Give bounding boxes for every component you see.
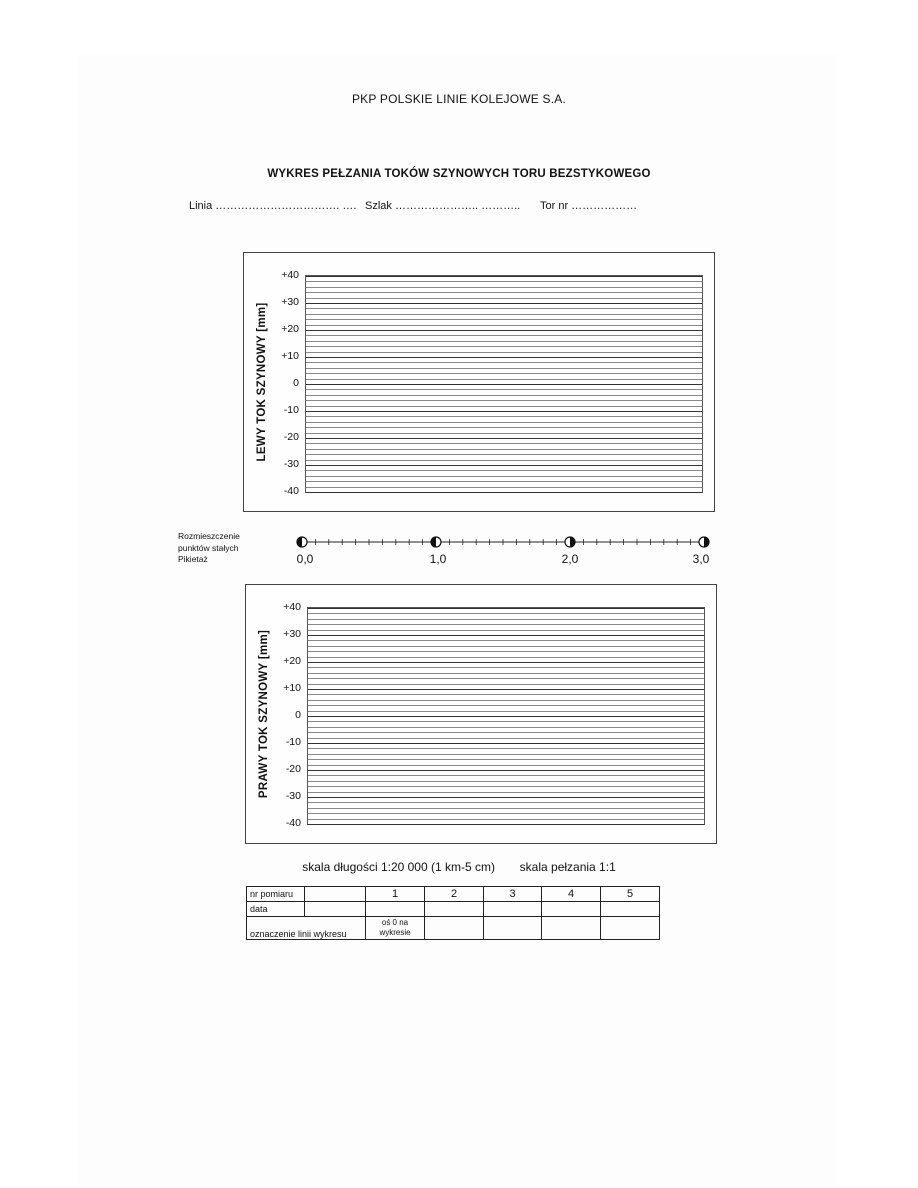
grid-line [306, 287, 702, 288]
grid-line [308, 684, 704, 685]
km-label: 1,0 [429, 552, 447, 566]
document-title: WYKRES PEŁZANIA TOKÓW SZYNOWYCH TORU BEZSTYKOWEGO [267, 168, 651, 180]
grid-line [306, 443, 702, 444]
grid-line [308, 781, 704, 782]
grid-line [306, 362, 702, 363]
grid-line [308, 721, 704, 722]
grid-line [308, 619, 704, 620]
grid-line [308, 678, 704, 679]
grid-line [308, 792, 704, 793]
table-cell[interactable] [601, 917, 660, 940]
grid-line [306, 406, 702, 407]
fixed-point-marker [297, 537, 307, 547]
grid-line [308, 711, 704, 712]
grid-line [308, 765, 704, 766]
y-tick-label: 0 [293, 377, 299, 389]
grid-line [308, 819, 704, 820]
grid-line [306, 368, 702, 369]
fixed-point-marker [431, 537, 441, 547]
y-tick-label: +20 [281, 323, 299, 335]
grid-line [308, 754, 704, 755]
right-rail-grid [307, 607, 705, 825]
length-scale: skala długości 1:20 000 (1 km-5 cm) [302, 860, 495, 874]
grid-line [308, 813, 704, 814]
grid-line [308, 640, 704, 641]
grid-line [308, 738, 704, 739]
y-tick-label: -30 [283, 458, 299, 470]
grid-line [308, 613, 704, 614]
grid-line [306, 346, 702, 347]
grid-line [308, 808, 704, 809]
grid-line [308, 727, 704, 728]
grid-line [308, 630, 704, 631]
grid-line [306, 492, 702, 493]
grid-line [306, 449, 702, 450]
y-tick-label: -40 [283, 485, 299, 497]
grid-line [306, 454, 702, 455]
grid-line [308, 657, 704, 658]
grid-line [306, 303, 702, 304]
grid-line [308, 802, 704, 803]
organization-header: PKP POLSKIE LINIE KOLEJOWE S.A. [351, 92, 567, 106]
km-label: 3,0 [692, 552, 710, 566]
grid-line [306, 465, 702, 466]
picket-label-line: punktów stałych [178, 542, 239, 553]
measurement-number: 4 [542, 887, 601, 902]
grid-line [308, 824, 704, 825]
measurement-table [246, 886, 660, 940]
y-tick-label: +40 [283, 601, 301, 613]
table-cell[interactable] [425, 902, 484, 917]
field-tor: Tor nr ……………… [540, 200, 638, 212]
table-cell[interactable] [542, 902, 601, 917]
table-row-label: oznaczenie linii wykresu [247, 917, 366, 940]
grid-line [308, 786, 704, 787]
grid-line [308, 662, 704, 663]
picket-legend [178, 531, 278, 566]
grid-line [306, 400, 702, 401]
field-szlak: Szlak ………………….. ……….. [365, 200, 521, 212]
grid-line [306, 379, 702, 380]
fixed-point-marker [699, 537, 709, 547]
table-row-label: data [247, 902, 305, 917]
scale-line [0, 860, 918, 874]
grid-line [306, 373, 702, 374]
grid-line [308, 694, 704, 695]
table-row-label: nr pomiaru [247, 887, 305, 902]
grid-line [306, 276, 702, 277]
table-row [247, 887, 660, 902]
y-tick-label: -40 [285, 817, 301, 829]
grid-line [306, 325, 702, 326]
grid-line [306, 384, 702, 385]
grid-line [306, 292, 702, 293]
y-tick-label: +10 [281, 350, 299, 362]
grid-line [306, 352, 702, 353]
measurement-number: 2 [425, 887, 484, 902]
table-cell[interactable] [366, 902, 425, 917]
y-tick-label: +30 [281, 296, 299, 308]
grid-line [306, 341, 702, 342]
y-tick-label: +10 [283, 682, 301, 694]
y-tick-label: -20 [285, 763, 301, 775]
y-tick-label: +30 [283, 628, 301, 640]
grid-line [308, 700, 704, 701]
table-cell[interactable] [305, 887, 366, 902]
table-cell[interactable] [425, 917, 484, 940]
y-tick-label: -30 [285, 790, 301, 802]
grid-line [306, 460, 702, 461]
grid-line [306, 395, 702, 396]
y-tick-label: -10 [283, 404, 299, 416]
table-cell[interactable] [484, 902, 542, 917]
grid-line [306, 433, 702, 434]
grid-line [308, 770, 704, 771]
right-rail-chart-panel [245, 584, 717, 844]
y-tick-label: -20 [283, 431, 299, 443]
grid-line [308, 635, 704, 636]
left-rail-grid [305, 275, 703, 493]
table-row [247, 902, 660, 917]
grid-line [308, 608, 704, 609]
grid-line [306, 319, 702, 320]
left-rail-y-axis-label: LEWY TOK SZYNOWY [mm] [256, 302, 268, 462]
grid-line [308, 775, 704, 776]
grid-line [306, 416, 702, 417]
grid-line [306, 411, 702, 412]
grid-line [308, 797, 704, 798]
grid-line [308, 743, 704, 744]
fixed-point-marker [565, 537, 575, 547]
right-rail-y-axis-label: PRAWY TOK SZYNOWY [mm] [258, 629, 270, 799]
y-tick-label: +20 [283, 655, 301, 667]
grid-line [306, 438, 702, 439]
grid-line [308, 667, 704, 668]
grid-line [306, 389, 702, 390]
km-label: 2,0 [561, 552, 579, 566]
grid-line [306, 470, 702, 471]
left-rail-chart-panel [243, 252, 715, 512]
table-row [247, 917, 660, 940]
picket-axis [290, 530, 720, 554]
grid-line [308, 624, 704, 625]
grid-line [306, 281, 702, 282]
grid-line [306, 314, 702, 315]
grid-line [308, 732, 704, 733]
grid-line [308, 689, 704, 690]
table-cell[interactable] [305, 902, 366, 917]
table-cell[interactable] [601, 902, 660, 917]
grid-line [308, 716, 704, 717]
km-label: 0,0 [296, 552, 314, 566]
grid-line [306, 308, 702, 309]
measurement-number: 3 [484, 887, 542, 902]
grid-line [308, 651, 704, 652]
table-cell[interactable] [542, 917, 601, 940]
picket-label-line: Rozmieszczenie [178, 531, 240, 541]
grid-line [308, 673, 704, 674]
grid-line [306, 357, 702, 358]
grid-line [306, 476, 702, 477]
y-tick-label: -10 [285, 736, 301, 748]
table-cell-axis-note: oś 0 na wykresie [366, 917, 425, 940]
grid-line [306, 335, 702, 336]
y-tick-label: 0 [295, 709, 301, 721]
grid-line [306, 422, 702, 423]
measurement-number: 5 [601, 887, 660, 902]
y-tick-label: +40 [281, 269, 299, 281]
table-cell[interactable] [484, 917, 542, 940]
measurement-number: 1 [366, 887, 425, 902]
grid-line [308, 705, 704, 706]
grid-line [306, 330, 702, 331]
field-linia: Linia ……………………………. …. [189, 200, 357, 212]
grid-line [306, 481, 702, 482]
grid-line [308, 646, 704, 647]
grid-line [306, 487, 702, 488]
grid-line [308, 748, 704, 749]
picket-label-line: Pikietaż [178, 554, 208, 564]
grid-line [306, 427, 702, 428]
grid-line [306, 298, 702, 299]
grid-line [308, 759, 704, 760]
creep-scale: skala pełzania 1:1 [519, 860, 616, 874]
